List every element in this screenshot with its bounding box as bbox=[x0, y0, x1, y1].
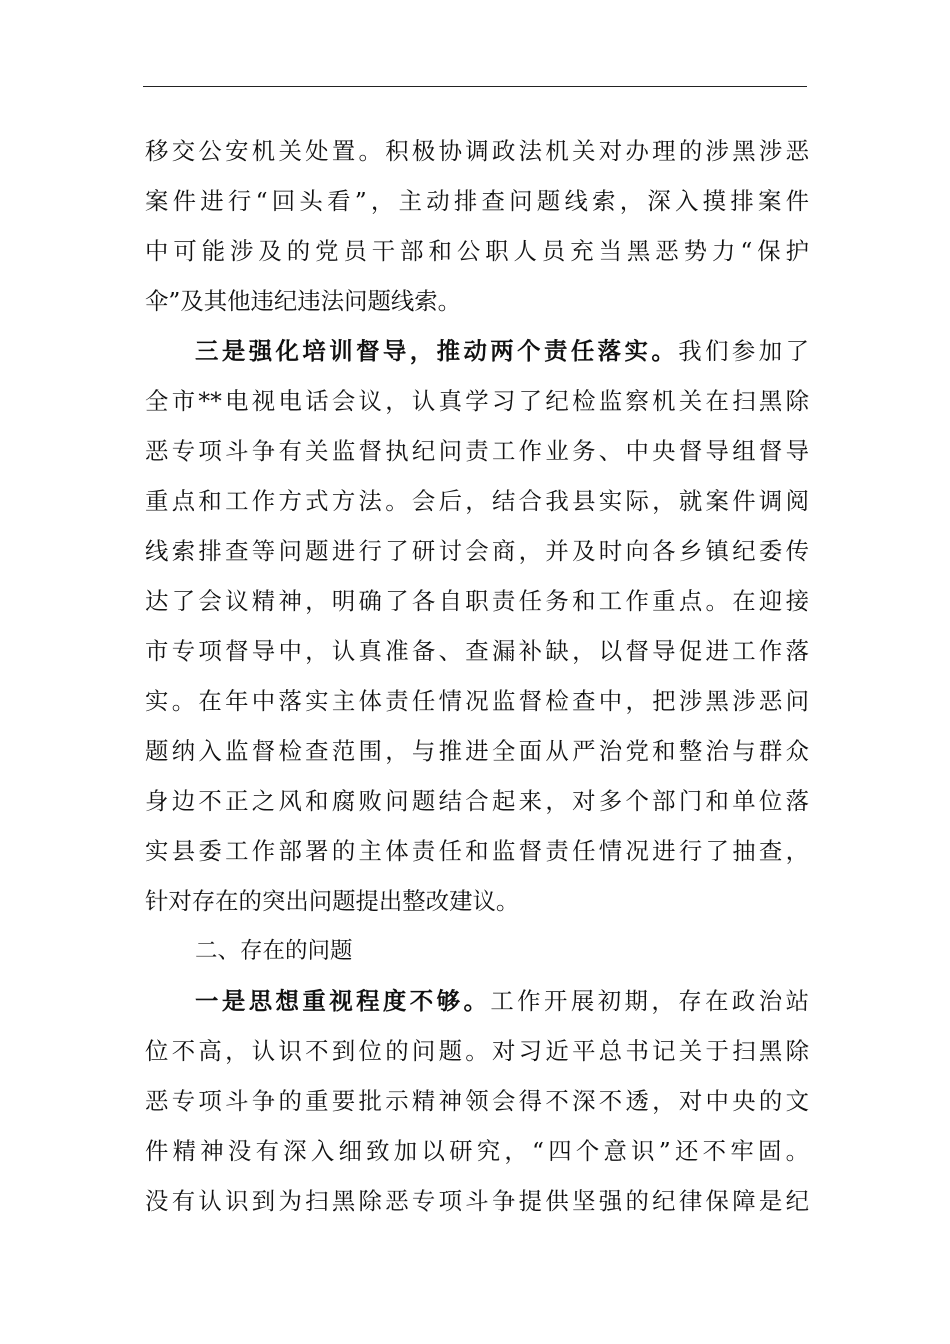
text-line: 针对存在的突出问题提出整改建议。 bbox=[145, 887, 520, 915]
text-line: 中可能涉及的党员干部和公职人员充当黑恶势力“保护 bbox=[145, 237, 809, 265]
text-line: 案件进行“回头看”，主动排查问题线索，深入摸排案件 bbox=[145, 187, 809, 215]
paragraph-lead: 三是强化培训督导，推动两个责任落实。 bbox=[195, 337, 679, 365]
text-line: 没有认识到为扫黑除恶专项斗争提供坚强的纪律保障是纪 bbox=[145, 1187, 809, 1215]
text-line: 实县委工作部署的主体责任和监督责任情况进行了抽查， bbox=[145, 837, 809, 865]
text-line: 全市**电视电话会议，认真学习了纪检监察机关在扫黑除 bbox=[145, 387, 809, 415]
header-rule bbox=[143, 86, 807, 87]
text-line: 恶专项斗争有关监督执纪问责工作业务、中央督导组督导 bbox=[145, 437, 809, 465]
paragraph-first-line bbox=[145, 976, 809, 1026]
text-line: 位不高，认识不到位的问题。对习近平总书记关于扫黑除 bbox=[145, 1037, 809, 1065]
text-line: 线索排查等问题进行了研讨会商，并及时向各乡镇纪委传 bbox=[145, 537, 809, 565]
text-line: 达了会议精神，明确了各自职责任务和工作重点。在迎接 bbox=[145, 587, 809, 615]
paragraph-lead: 一是思想重视程度不够。 bbox=[195, 987, 491, 1015]
text-line: 伞”及其他违纪违法问题线索。 bbox=[145, 287, 462, 315]
text-line: 题纳入监督检查范围，与推进全面从严治党和整治与群众 bbox=[145, 737, 809, 765]
section-heading: 二、存在的问题 bbox=[195, 938, 353, 964]
text-line: 身边不正之风和腐败问题结合起来，对多个部门和单位落 bbox=[145, 787, 809, 815]
text-fragment: 我们参加了 bbox=[678, 337, 810, 365]
text-line: 实。在年中落实主体责任情况监督检查中，把涉黑涉恶问 bbox=[145, 687, 809, 715]
document-body bbox=[145, 126, 809, 1226]
text-fragment: 工作开展初期，存在政治站 bbox=[490, 987, 810, 1015]
text-line: 市专项督导中，认真准备、查漏补缺，以督导促进工作落 bbox=[145, 637, 809, 665]
paragraph-first-line bbox=[145, 326, 809, 376]
text-line: 恶专项斗争的重要批示精神领会得不深不透，对中央的文 bbox=[145, 1087, 809, 1115]
text-line: 移交公安机关处置。积极协调政法机关对办理的涉黑涉恶 bbox=[145, 137, 809, 165]
text-line: 重点和工作方式方法。会后，结合我县实际，就案件调阅 bbox=[145, 487, 809, 515]
text-line: 件精神没有深入细致加以研究，“四个意识”还不牢固。 bbox=[145, 1137, 809, 1165]
